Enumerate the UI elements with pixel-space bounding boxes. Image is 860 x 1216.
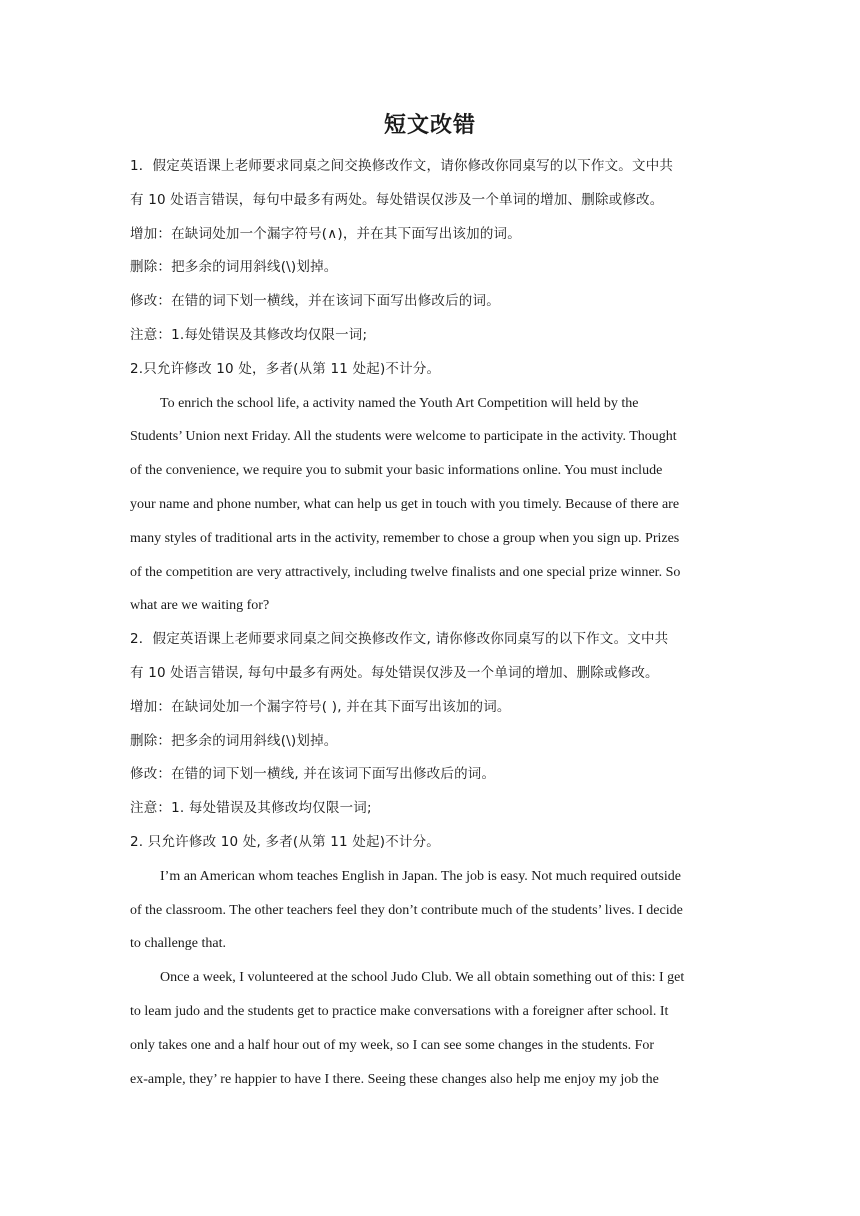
text-line: 注意：1.每处错误及其修改均仅限一词; (130, 326, 368, 343)
text-line: I’m an American whom teaches English in Japan. The job is easy. Not much required outside (160, 868, 681, 884)
document-body (130, 150, 730, 1096)
text-line: Once a week, I volunteered at the school Judo Club. We all obtain something out of this: I get (160, 970, 685, 986)
text-line: To enrich the school life, a activity named the Youth Art Competition will held by the (160, 395, 639, 411)
text-line: 删除：把多余的词用斜线(\)划掉。 (130, 259, 338, 276)
text-line: only takes one and a half hour out of my week, so I can see some changes in the students. For (130, 1037, 655, 1053)
text-line: 增加：在缺词处加一个漏字符号(∧)，并在其下面写出该加的词。 (130, 225, 521, 242)
text-line: 1．假定英语课上老师要求同桌之间交换修改作文，请你修改你同桌写的以下作文。文中共 (130, 158, 674, 174)
text-line: 修改：在错的词下划一横线，并在该词下面写出修改后的词。 (130, 293, 500, 310)
text-line: ex-ample, they’ re happier to have I there. Seeing these changes also help me enjoy my job the (130, 1071, 659, 1087)
text-line: 2. 只允许修改 10 处, 多者(从第 11 处起)不计分。 (130, 833, 441, 850)
text-line: Students’ Union next Friday. All the students were welcome to participate in the activity. Thought (130, 429, 677, 445)
text-line: of the competition are very attractively, including twelve finalists and one special prize winner. So (130, 564, 681, 580)
text-line: your name and phone number, what can help us get in touch with you timely. Because of there are (130, 496, 680, 512)
text-line: 删除：把多余的词用斜线(\)划掉。 (130, 732, 338, 749)
text-line: 有 10 处语言错误, 每句中最多有两处。每处错误仅涉及一个单词的增加、删除或修改。 (130, 664, 659, 681)
text-line: of the convenience, we require you to submit your basic informations online. You must include (130, 463, 663, 479)
text-line: 有 10 处语言错误，每句中最多有两处。每处错误仅涉及一个单词的增加、删除或修改。 (130, 191, 664, 208)
text-line: 2．假定英语课上老师要求同桌之间交换修改作文, 请你修改你同桌写的以下作文。文中共 (130, 631, 669, 648)
text-line: 增加：在缺词处加一个漏字符号( ), 并在其下面写出该加的词。 (130, 698, 511, 715)
text-line: to leam judo and the students get to practice make conversations with a foreigner after school. It (130, 1003, 669, 1019)
text-line: 修改：在错的词下划一横线, 并在该词下面写出修改后的词。 (130, 766, 496, 783)
text-line: many styles of traditional arts in the activity, remember to chose a group when you sign up. Prizes (130, 530, 680, 546)
document-title: 短文改错 (383, 112, 476, 138)
text-line: of the classroom. The other teachers feel they don’t contribute much of the students’ lives. I decide (130, 902, 683, 918)
text-line: 注意：1. 每处错误及其修改均仅限一词; (130, 800, 372, 817)
text-line: 2.只允许修改 10 处，多者(从第 11 处起)不计分。 (130, 360, 441, 377)
text-line: to challenge that. (130, 936, 227, 952)
text-line: what are we waiting for? (130, 598, 270, 614)
